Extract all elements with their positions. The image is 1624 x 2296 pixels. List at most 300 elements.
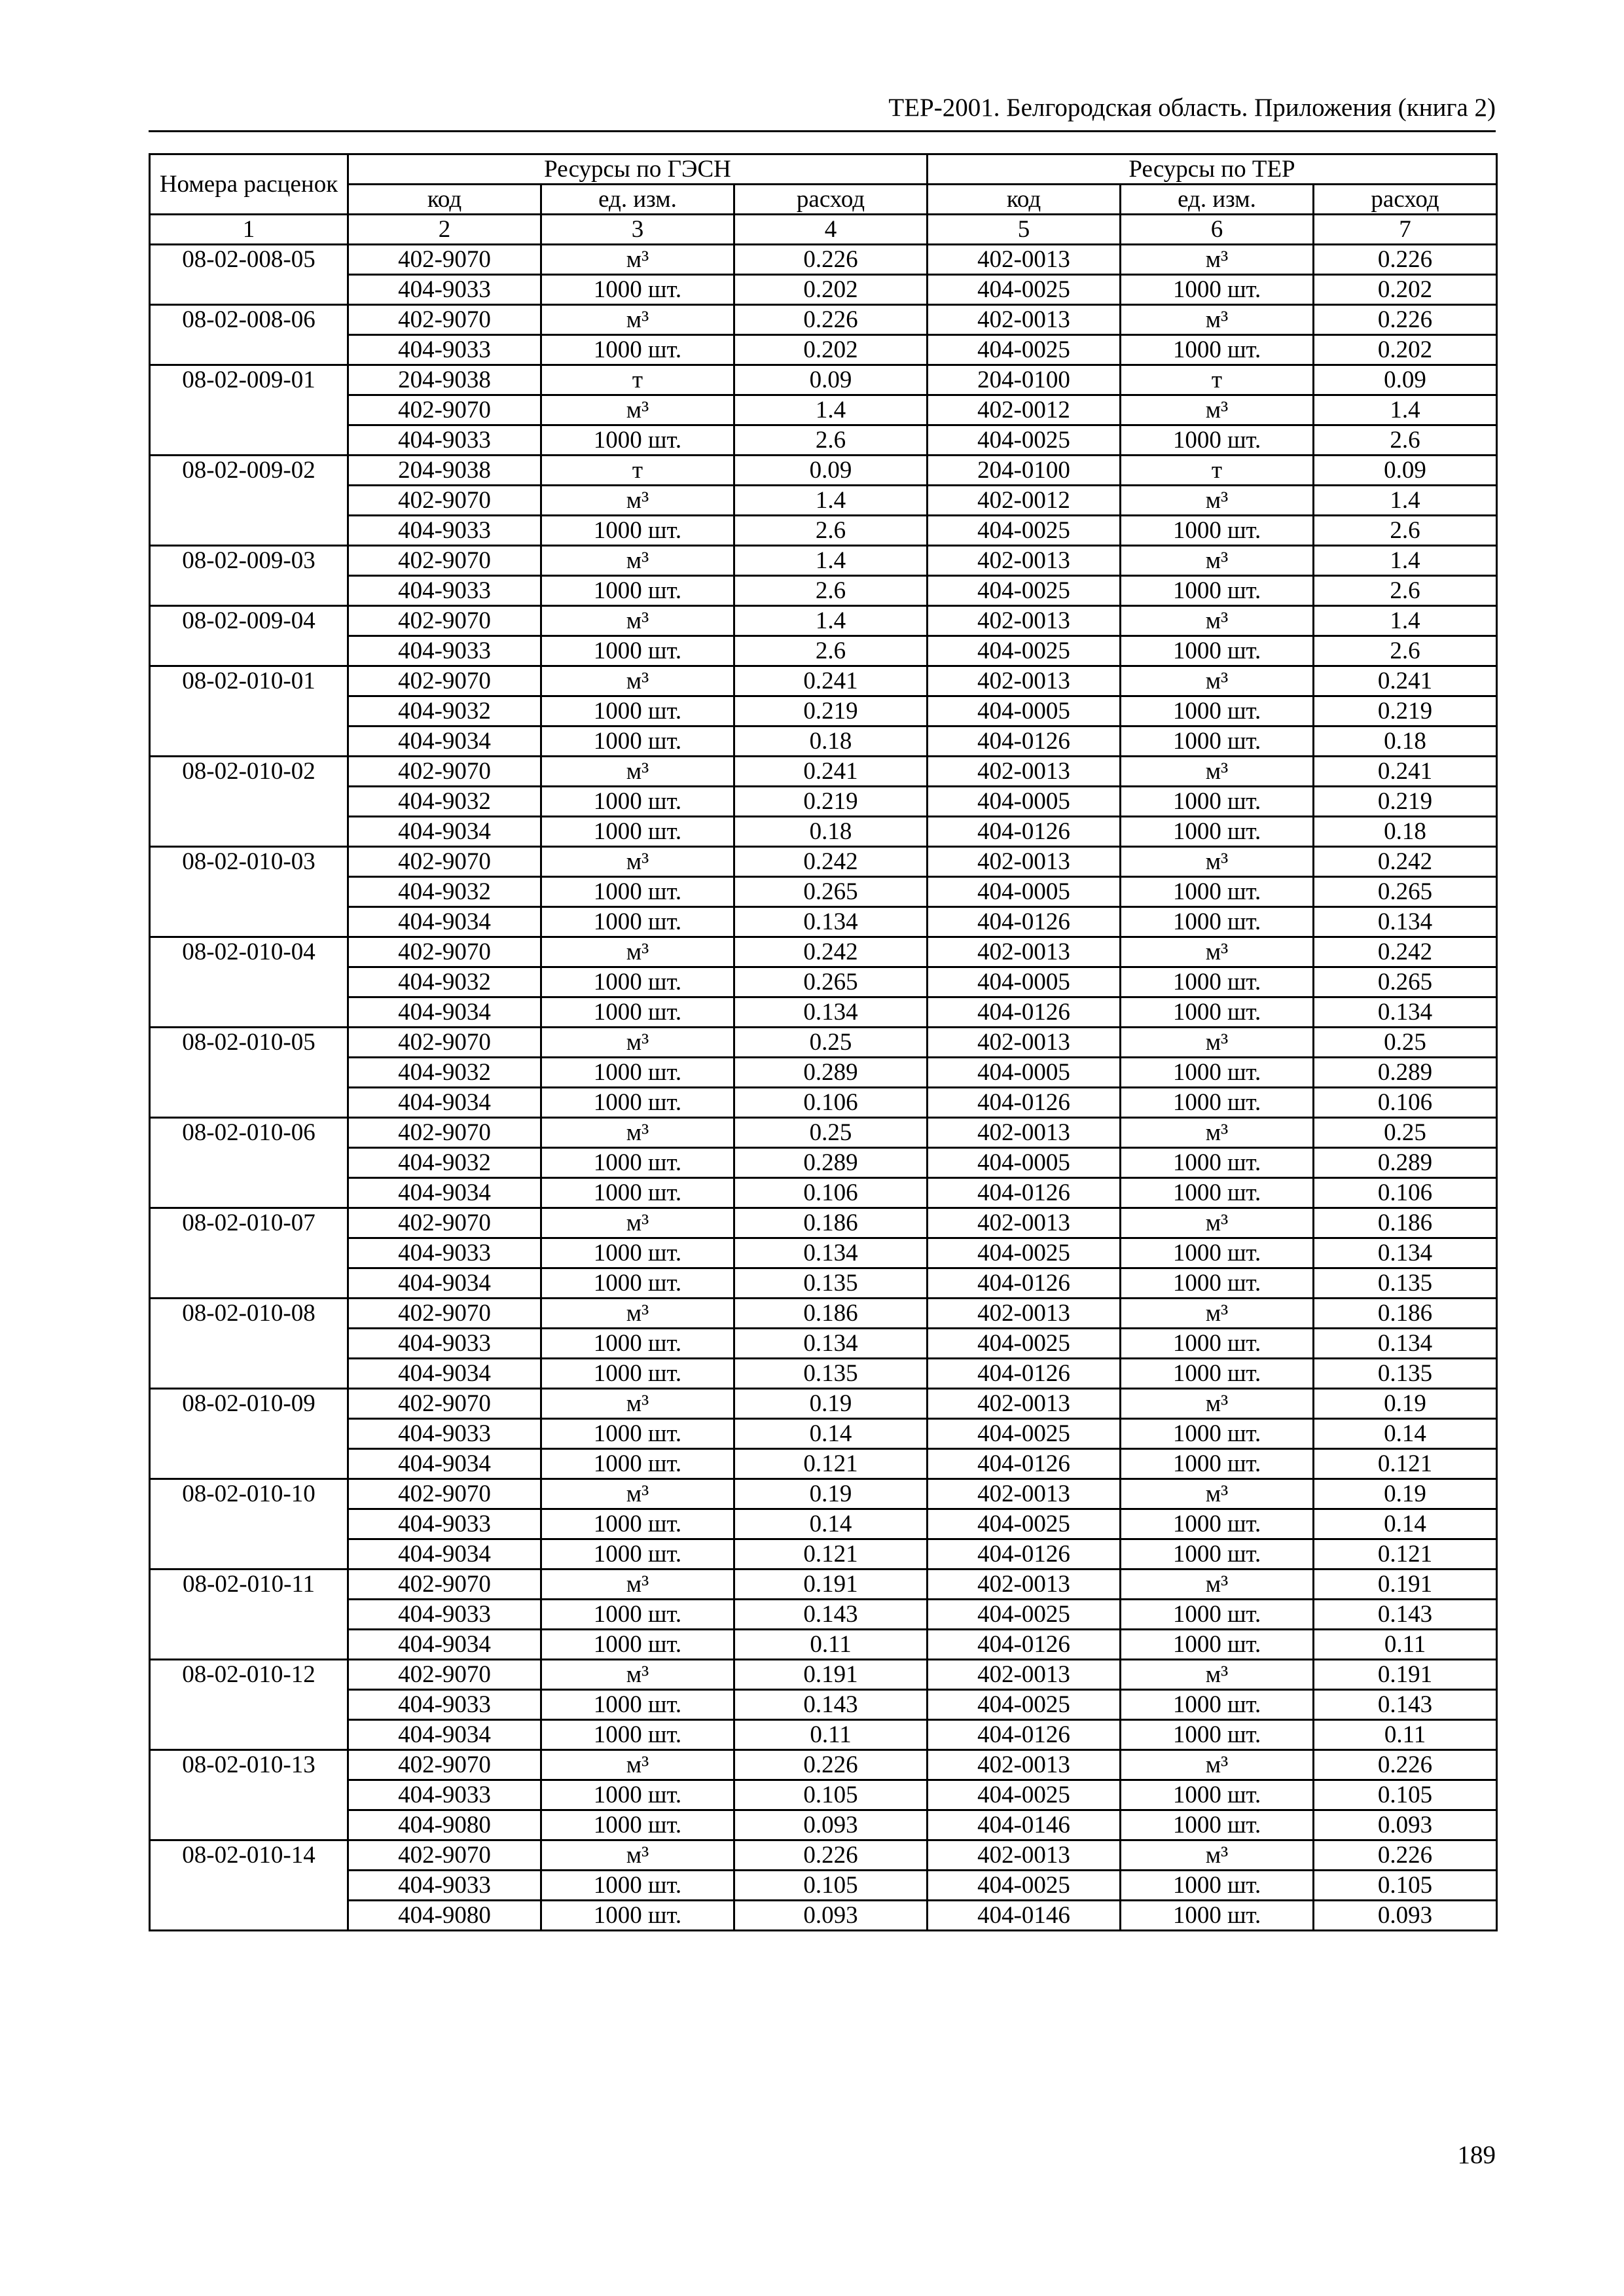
ter-unit-cell: м³ <box>1121 546 1314 576</box>
ter-unit-cell: м³ <box>1121 606 1314 636</box>
gesn-unit-cell: м³ <box>541 757 734 787</box>
table-row <box>150 847 1497 877</box>
ter-consumption-cell: 0.105 <box>1314 1871 1497 1901</box>
table-row <box>150 1871 1497 1901</box>
gesn-consumption-cell: 0.265 <box>734 967 928 997</box>
rascenka-id-cell: 08-02-009-02 <box>150 456 348 546</box>
gesn-consumption-cell: 0.09 <box>734 365 928 395</box>
gesn-unit-cell: 1000 шт. <box>541 1359 734 1389</box>
gesn-code-cell: 402-9070 <box>348 1028 541 1058</box>
gesn-unit-cell: 1000 шт. <box>541 1268 734 1299</box>
gesn-unit-cell: 1000 шт. <box>541 997 734 1028</box>
ter-consumption-cell: 0.219 <box>1314 696 1497 726</box>
ter-code-cell: 402-0012 <box>928 486 1121 516</box>
gesn-code-cell: 404-9033 <box>348 636 541 666</box>
gesn-unit-cell: 1000 шт. <box>541 425 734 456</box>
gesn-unit-cell: 1000 шт. <box>541 1419 734 1449</box>
gesn-unit-cell: м³ <box>541 847 734 877</box>
gesn-code-cell: 404-9080 <box>348 1810 541 1840</box>
gesn-code-cell: 402-9070 <box>348 1750 541 1780</box>
ter-consumption-cell: 0.202 <box>1314 275 1497 305</box>
gesn-unit-cell: м³ <box>541 486 734 516</box>
ter-consumption-cell: 0.11 <box>1314 1720 1497 1750</box>
gesn-code-cell: 404-9033 <box>348 1238 541 1268</box>
gesn-consumption-cell: 0.25 <box>734 1028 928 1058</box>
rascenka-id-cell: 08-02-010-10 <box>150 1479 348 1570</box>
table-row <box>150 726 1497 757</box>
ter-code-cell: 404-0025 <box>928 275 1121 305</box>
ter-unit-cell: 1000 шт. <box>1121 1359 1314 1389</box>
gesn-unit-cell: м³ <box>541 1660 734 1690</box>
ter-unit-cell: 1000 шт. <box>1121 1449 1314 1479</box>
gesn-unit-cell: м³ <box>541 666 734 696</box>
ter-consumption-cell: 2.6 <box>1314 576 1497 606</box>
table-row <box>150 636 1497 666</box>
ter-unit-cell: 1000 шт. <box>1121 1630 1314 1660</box>
gesn-consumption-cell: 0.18 <box>734 817 928 847</box>
table-row <box>150 1780 1497 1810</box>
ter-consumption-cell: 0.241 <box>1314 666 1497 696</box>
gesn-consumption-cell: 0.25 <box>734 1118 928 1148</box>
ter-consumption-cell: 0.18 <box>1314 817 1497 847</box>
gesn-unit-cell: 1000 шт. <box>541 1780 734 1810</box>
gesn-consumption-cell: 1.4 <box>734 606 928 636</box>
ter-consumption-cell: 0.202 <box>1314 335 1497 365</box>
gesn-unit-cell: 1000 шт. <box>541 1539 734 1570</box>
ter-code-cell: 404-0025 <box>928 576 1121 606</box>
ter-consumption-cell: 0.25 <box>1314 1028 1497 1058</box>
gesn-code-cell: 404-9033 <box>348 1690 541 1720</box>
ter-unit-cell: т <box>1121 365 1314 395</box>
gesn-unit-cell: м³ <box>541 937 734 967</box>
gesn-code-cell: 402-9070 <box>348 546 541 576</box>
ter-code-cell: 404-0005 <box>928 1148 1121 1178</box>
ter-unit-cell: 1000 шт. <box>1121 1419 1314 1449</box>
ter-unit-cell: м³ <box>1121 937 1314 967</box>
ter-consumption-cell: 0.19 <box>1314 1389 1497 1419</box>
ter-code-cell: 404-0005 <box>928 967 1121 997</box>
table-row <box>150 516 1497 546</box>
gesn-consumption-cell: 0.121 <box>734 1539 928 1570</box>
table-row <box>150 576 1497 606</box>
ter-unit-cell: м³ <box>1121 395 1314 425</box>
gesn-code-cell: 404-9034 <box>348 997 541 1028</box>
ter-unit-cell: 1000 шт. <box>1121 1148 1314 1178</box>
gesn-unit-cell: м³ <box>541 1750 734 1780</box>
gesn-consumption-cell: 0.093 <box>734 1901 928 1931</box>
gesn-code-cell: 404-9033 <box>348 1419 541 1449</box>
gesn-unit-cell: 1000 шт. <box>541 1178 734 1208</box>
col-number: 6 <box>1121 215 1314 245</box>
gesn-consumption-cell: 0.134 <box>734 1329 928 1359</box>
gesn-consumption-cell: 0.143 <box>734 1690 928 1720</box>
gesn-consumption-cell: 0.135 <box>734 1268 928 1299</box>
ter-unit-cell: 1000 шт. <box>1121 1329 1314 1359</box>
ter-consumption-cell: 0.135 <box>1314 1268 1497 1299</box>
gesn-consumption-cell: 2.6 <box>734 576 928 606</box>
table-row <box>150 757 1497 787</box>
rascenka-id-cell: 08-02-010-13 <box>150 1750 348 1840</box>
gesn-consumption-cell: 0.202 <box>734 275 928 305</box>
ter-unit-cell: 1000 шт. <box>1121 1810 1314 1840</box>
gesn-code-cell: 404-9034 <box>348 817 541 847</box>
rascenka-id-cell: 08-02-010-14 <box>150 1840 348 1931</box>
ter-code-cell: 402-0012 <box>928 395 1121 425</box>
gesn-code-cell: 404-9033 <box>348 516 541 546</box>
ter-unit-cell: 1000 шт. <box>1121 1901 1314 1931</box>
ter-consumption-cell: 0.143 <box>1314 1690 1497 1720</box>
page-header <box>149 90 1496 132</box>
table-row <box>150 1329 1497 1359</box>
gesn-unit-cell: 1000 шт. <box>541 967 734 997</box>
col-header-gesn-unit: ед. изм. <box>541 185 734 215</box>
gesn-consumption-cell: 0.242 <box>734 937 928 967</box>
col-header-ter-unit: ед. изм. <box>1121 185 1314 215</box>
gesn-consumption-cell: 0.191 <box>734 1570 928 1600</box>
rascenka-id-cell: 08-02-008-05 <box>150 245 348 305</box>
gesn-code-cell: 402-9070 <box>348 1840 541 1871</box>
ter-unit-cell: 1000 шт. <box>1121 817 1314 847</box>
ter-code-cell: 404-0025 <box>928 1871 1121 1901</box>
gesn-unit-cell: м³ <box>541 1840 734 1871</box>
ter-unit-cell: 1000 шт. <box>1121 907 1314 937</box>
gesn-code-cell: 404-9034 <box>348 1539 541 1570</box>
gesn-unit-cell: м³ <box>541 1299 734 1329</box>
gesn-unit-cell: 1000 шт. <box>541 1630 734 1660</box>
ter-consumption-cell: 0.226 <box>1314 305 1497 335</box>
resources-table <box>149 153 1498 1931</box>
ter-consumption-cell: 0.226 <box>1314 1750 1497 1780</box>
ter-unit-cell: м³ <box>1121 1299 1314 1329</box>
gesn-code-cell: 404-9033 <box>348 425 541 456</box>
table-row <box>150 1690 1497 1720</box>
ter-consumption-cell: 0.241 <box>1314 757 1497 787</box>
ter-consumption-cell: 0.219 <box>1314 787 1497 817</box>
ter-unit-cell: 1000 шт. <box>1121 335 1314 365</box>
ter-consumption-cell: 0.093 <box>1314 1901 1497 1931</box>
gesn-unit-cell: м³ <box>541 1208 734 1238</box>
gesn-code-cell: 404-9032 <box>348 1058 541 1088</box>
gesn-unit-cell: 1000 шт. <box>541 1720 734 1750</box>
gesn-consumption-cell: 0.226 <box>734 1840 928 1871</box>
ter-consumption-cell: 0.265 <box>1314 877 1497 907</box>
gesn-consumption-cell: 0.186 <box>734 1299 928 1329</box>
ter-unit-cell: м³ <box>1121 1028 1314 1058</box>
ter-code-cell: 402-0013 <box>928 1660 1121 1690</box>
ter-unit-cell: м³ <box>1121 1570 1314 1600</box>
ter-unit-cell: 1000 шт. <box>1121 1539 1314 1570</box>
ter-consumption-cell: 0.25 <box>1314 1118 1497 1148</box>
ter-consumption-cell: 0.121 <box>1314 1539 1497 1570</box>
ter-unit-cell: 1000 шт. <box>1121 1178 1314 1208</box>
gesn-code-cell: 402-9070 <box>348 486 541 516</box>
ter-code-cell: 402-0013 <box>928 1208 1121 1238</box>
table-row <box>150 606 1497 636</box>
gesn-consumption-cell: 0.289 <box>734 1058 928 1088</box>
ter-consumption-cell: 0.18 <box>1314 726 1497 757</box>
ter-unit-cell: м³ <box>1121 1479 1314 1509</box>
table-row <box>150 787 1497 817</box>
gesn-code-cell: 404-9033 <box>348 335 541 365</box>
table-row <box>150 1389 1497 1419</box>
gesn-code-cell: 404-9034 <box>348 907 541 937</box>
ter-consumption-cell: 1.4 <box>1314 546 1497 576</box>
ter-consumption-cell: 0.09 <box>1314 456 1497 486</box>
ter-code-cell: 404-0126 <box>928 907 1121 937</box>
col-header-ter-code: код <box>928 185 1121 215</box>
table-row <box>150 1058 1497 1088</box>
rascenka-id-cell: 08-02-008-06 <box>150 305 348 365</box>
ter-code-cell: 404-0025 <box>928 516 1121 546</box>
table-row <box>150 1509 1497 1539</box>
ter-consumption-cell: 0.134 <box>1314 907 1497 937</box>
gesn-unit-cell: м³ <box>541 1479 734 1509</box>
gesn-code-cell: 402-9070 <box>348 1389 541 1419</box>
gesn-code-cell: 404-9080 <box>348 1901 541 1931</box>
rascenka-id-cell: 08-02-009-03 <box>150 546 348 606</box>
gesn-unit-cell: м³ <box>541 305 734 335</box>
ter-code-cell: 204-0100 <box>928 456 1121 486</box>
gesn-consumption-cell: 0.219 <box>734 787 928 817</box>
gesn-unit-cell: т <box>541 365 734 395</box>
table-row <box>150 1088 1497 1118</box>
table-row <box>150 365 1497 395</box>
gesn-code-cell: 404-9032 <box>348 877 541 907</box>
col-header-gesn-code: код <box>348 185 541 215</box>
gesn-code-cell: 204-9038 <box>348 365 541 395</box>
table-row <box>150 1630 1497 1660</box>
table-row <box>150 1419 1497 1449</box>
ter-code-cell: 404-0126 <box>928 726 1121 757</box>
ter-code-cell: 402-0013 <box>928 1750 1121 1780</box>
rascenka-id-cell: 08-02-010-05 <box>150 1028 348 1118</box>
ter-code-cell: 204-0100 <box>928 365 1121 395</box>
gesn-code-cell: 204-9038 <box>348 456 541 486</box>
gesn-consumption-cell: 0.226 <box>734 1750 928 1780</box>
ter-unit-cell: т <box>1121 456 1314 486</box>
gesn-consumption-cell: 0.134 <box>734 997 928 1028</box>
ter-consumption-cell: 0.143 <box>1314 1600 1497 1630</box>
ter-code-cell: 404-0146 <box>928 1810 1121 1840</box>
ter-unit-cell: 1000 шт. <box>1121 1088 1314 1118</box>
ter-code-cell: 404-0126 <box>928 1268 1121 1299</box>
gesn-unit-cell: 1000 шт. <box>541 1449 734 1479</box>
rascenka-id-cell: 08-02-010-09 <box>150 1389 348 1479</box>
header-row-subheaders <box>150 185 1497 215</box>
gesn-unit-cell: м³ <box>541 1389 734 1419</box>
ter-code-cell: 402-0013 <box>928 757 1121 787</box>
table-row <box>150 1028 1497 1058</box>
table-row <box>150 967 1497 997</box>
ter-unit-cell: м³ <box>1121 1208 1314 1238</box>
col-number: 5 <box>928 215 1121 245</box>
ter-consumption-cell: 1.4 <box>1314 606 1497 636</box>
ter-code-cell: 404-0126 <box>928 817 1121 847</box>
ter-code-cell: 404-0005 <box>928 787 1121 817</box>
ter-unit-cell: м³ <box>1121 486 1314 516</box>
gesn-consumption-cell: 0.19 <box>734 1479 928 1509</box>
gesn-consumption-cell: 0.219 <box>734 696 928 726</box>
ter-consumption-cell: 0.186 <box>1314 1299 1497 1329</box>
ter-code-cell: 404-0025 <box>928 335 1121 365</box>
gesn-consumption-cell: 2.6 <box>734 425 928 456</box>
gesn-unit-cell: 1000 шт. <box>541 576 734 606</box>
ter-code-cell: 404-0025 <box>928 1600 1121 1630</box>
gesn-consumption-cell: 0.265 <box>734 877 928 907</box>
gesn-code-cell: 402-9070 <box>348 1118 541 1148</box>
gesn-unit-cell: 1000 шт. <box>541 1600 734 1630</box>
col-group-ter: Ресурсы по ТЕР <box>928 154 1497 185</box>
ter-code-cell: 402-0013 <box>928 1118 1121 1148</box>
gesn-consumption-cell: 1.4 <box>734 395 928 425</box>
ter-code-cell: 402-0013 <box>928 666 1121 696</box>
gesn-code-cell: 404-9032 <box>348 696 541 726</box>
gesn-consumption-cell: 0.093 <box>734 1810 928 1840</box>
ter-unit-cell: 1000 шт. <box>1121 1720 1314 1750</box>
gesn-code-cell: 404-9034 <box>348 726 541 757</box>
gesn-consumption-cell: 0.134 <box>734 907 928 937</box>
gesn-code-cell: 402-9070 <box>348 937 541 967</box>
col-number: 4 <box>734 215 928 245</box>
ter-code-cell: 404-0025 <box>928 1780 1121 1810</box>
gesn-unit-cell: 1000 шт. <box>541 1690 734 1720</box>
col-group-gesn: Ресурсы по ГЭСН <box>348 154 928 185</box>
gesn-unit-cell: 1000 шт. <box>541 1329 734 1359</box>
gesn-code-cell: 404-9033 <box>348 1871 541 1901</box>
ter-consumption-cell: 0.135 <box>1314 1359 1497 1389</box>
table-row <box>150 245 1497 275</box>
gesn-consumption-cell: 0.105 <box>734 1780 928 1810</box>
gesn-code-cell: 404-9034 <box>348 1449 541 1479</box>
ter-consumption-cell: 0.09 <box>1314 365 1497 395</box>
gesn-unit-cell: 1000 шт. <box>541 1810 734 1840</box>
ter-unit-cell: 1000 шт. <box>1121 726 1314 757</box>
table-row <box>150 486 1497 516</box>
ter-unit-cell: 1000 шт. <box>1121 1058 1314 1088</box>
gesn-code-cell: 404-9034 <box>348 1720 541 1750</box>
gesn-consumption-cell: 0.191 <box>734 1660 928 1690</box>
gesn-unit-cell: м³ <box>541 1118 734 1148</box>
ter-unit-cell: 1000 шт. <box>1121 1600 1314 1630</box>
table-row <box>150 1238 1497 1268</box>
ter-consumption-cell: 1.4 <box>1314 395 1497 425</box>
ter-code-cell: 402-0013 <box>928 1389 1121 1419</box>
table-row <box>150 817 1497 847</box>
ter-consumption-cell: 0.121 <box>1314 1449 1497 1479</box>
gesn-unit-cell: 1000 шт. <box>541 1871 734 1901</box>
gesn-unit-cell: 1000 шт. <box>541 907 734 937</box>
ter-consumption-cell: 1.4 <box>1314 486 1497 516</box>
gesn-code-cell: 404-9033 <box>348 1600 541 1630</box>
gesn-unit-cell: 1000 шт. <box>541 1238 734 1268</box>
ter-unit-cell: 1000 шт. <box>1121 696 1314 726</box>
gesn-consumption-cell: 0.135 <box>734 1359 928 1389</box>
ter-consumption-cell: 0.14 <box>1314 1419 1497 1449</box>
ter-consumption-cell: 2.6 <box>1314 425 1497 456</box>
ter-code-cell: 402-0013 <box>928 245 1121 275</box>
ter-unit-cell: 1000 шт. <box>1121 1871 1314 1901</box>
gesn-unit-cell: 1000 шт. <box>541 335 734 365</box>
gesn-unit-cell: 1000 шт. <box>541 877 734 907</box>
gesn-unit-cell: м³ <box>541 606 734 636</box>
gesn-code-cell: 404-9032 <box>348 787 541 817</box>
ter-unit-cell: м³ <box>1121 1840 1314 1871</box>
header-title: ТЕР-2001. Белгородская область. Приложения (книга 2) <box>888 94 1496 122</box>
ter-code-cell: 404-0146 <box>928 1901 1121 1931</box>
ter-code-cell: 404-0025 <box>928 1690 1121 1720</box>
gesn-consumption-cell: 0.241 <box>734 666 928 696</box>
gesn-unit-cell: 1000 шт. <box>541 1088 734 1118</box>
ter-code-cell: 404-0126 <box>928 1720 1121 1750</box>
ter-unit-cell: 1000 шт. <box>1121 967 1314 997</box>
ter-unit-cell: 1000 шт. <box>1121 1780 1314 1810</box>
gesn-consumption-cell: 0.143 <box>734 1600 928 1630</box>
gesn-consumption-cell: 0.105 <box>734 1871 928 1901</box>
gesn-code-cell: 402-9070 <box>348 666 541 696</box>
gesn-code-cell: 404-9034 <box>348 1630 541 1660</box>
table-row <box>150 1600 1497 1630</box>
gesn-consumption-cell: 0.09 <box>734 456 928 486</box>
ter-code-cell: 404-0025 <box>928 1509 1121 1539</box>
ter-consumption-cell: 0.191 <box>1314 1660 1497 1690</box>
ter-code-cell: 404-0126 <box>928 1359 1121 1389</box>
gesn-unit-cell: 1000 шт. <box>541 1058 734 1088</box>
ter-consumption-cell: 0.134 <box>1314 1329 1497 1359</box>
gesn-unit-cell: м³ <box>541 1028 734 1058</box>
ter-unit-cell: 1000 шт. <box>1121 1509 1314 1539</box>
gesn-consumption-cell: 0.226 <box>734 305 928 335</box>
ter-code-cell: 404-0025 <box>928 1419 1121 1449</box>
gesn-code-cell: 402-9070 <box>348 305 541 335</box>
ter-code-cell: 404-0126 <box>928 1088 1121 1118</box>
gesn-unit-cell: м³ <box>541 1570 734 1600</box>
ter-consumption-cell: 0.106 <box>1314 1088 1497 1118</box>
gesn-consumption-cell: 1.4 <box>734 546 928 576</box>
ter-consumption-cell: 0.106 <box>1314 1178 1497 1208</box>
gesn-code-cell: 404-9034 <box>348 1178 541 1208</box>
ter-code-cell: 404-0005 <box>928 877 1121 907</box>
gesn-consumption-cell: 0.241 <box>734 757 928 787</box>
ter-unit-cell: м³ <box>1121 757 1314 787</box>
rascenka-id-cell: 08-02-010-08 <box>150 1299 348 1389</box>
ter-consumption-cell: 0.226 <box>1314 1840 1497 1871</box>
gesn-consumption-cell: 0.18 <box>734 726 928 757</box>
gesn-code-cell: 404-9033 <box>348 1780 541 1810</box>
gesn-consumption-cell: 0.14 <box>734 1419 928 1449</box>
ter-code-cell: 404-0025 <box>928 1329 1121 1359</box>
rascenka-id-cell: 08-02-009-04 <box>150 606 348 666</box>
table-row <box>150 395 1497 425</box>
ter-unit-cell: м³ <box>1121 1118 1314 1148</box>
ter-code-cell: 402-0013 <box>928 847 1121 877</box>
gesn-code-cell: 404-9032 <box>348 1148 541 1178</box>
ter-code-cell: 402-0013 <box>928 1028 1121 1058</box>
table-row <box>150 696 1497 726</box>
col-number: 1 <box>150 215 348 245</box>
page-number: 189 <box>1457 2141 1496 2169</box>
ter-code-cell: 402-0013 <box>928 606 1121 636</box>
ter-unit-cell: 1000 шт. <box>1121 1690 1314 1720</box>
ter-unit-cell: м³ <box>1121 1660 1314 1690</box>
rascenka-id-cell: 08-02-010-07 <box>150 1208 348 1299</box>
ter-code-cell: 402-0013 <box>928 937 1121 967</box>
gesn-consumption-cell: 0.202 <box>734 335 928 365</box>
gesn-code-cell: 402-9070 <box>348 1208 541 1238</box>
ter-consumption-cell: 0.134 <box>1314 997 1497 1028</box>
header-row-groups <box>150 154 1497 185</box>
ter-consumption-cell: 0.242 <box>1314 937 1497 967</box>
gesn-consumption-cell: 0.11 <box>734 1720 928 1750</box>
